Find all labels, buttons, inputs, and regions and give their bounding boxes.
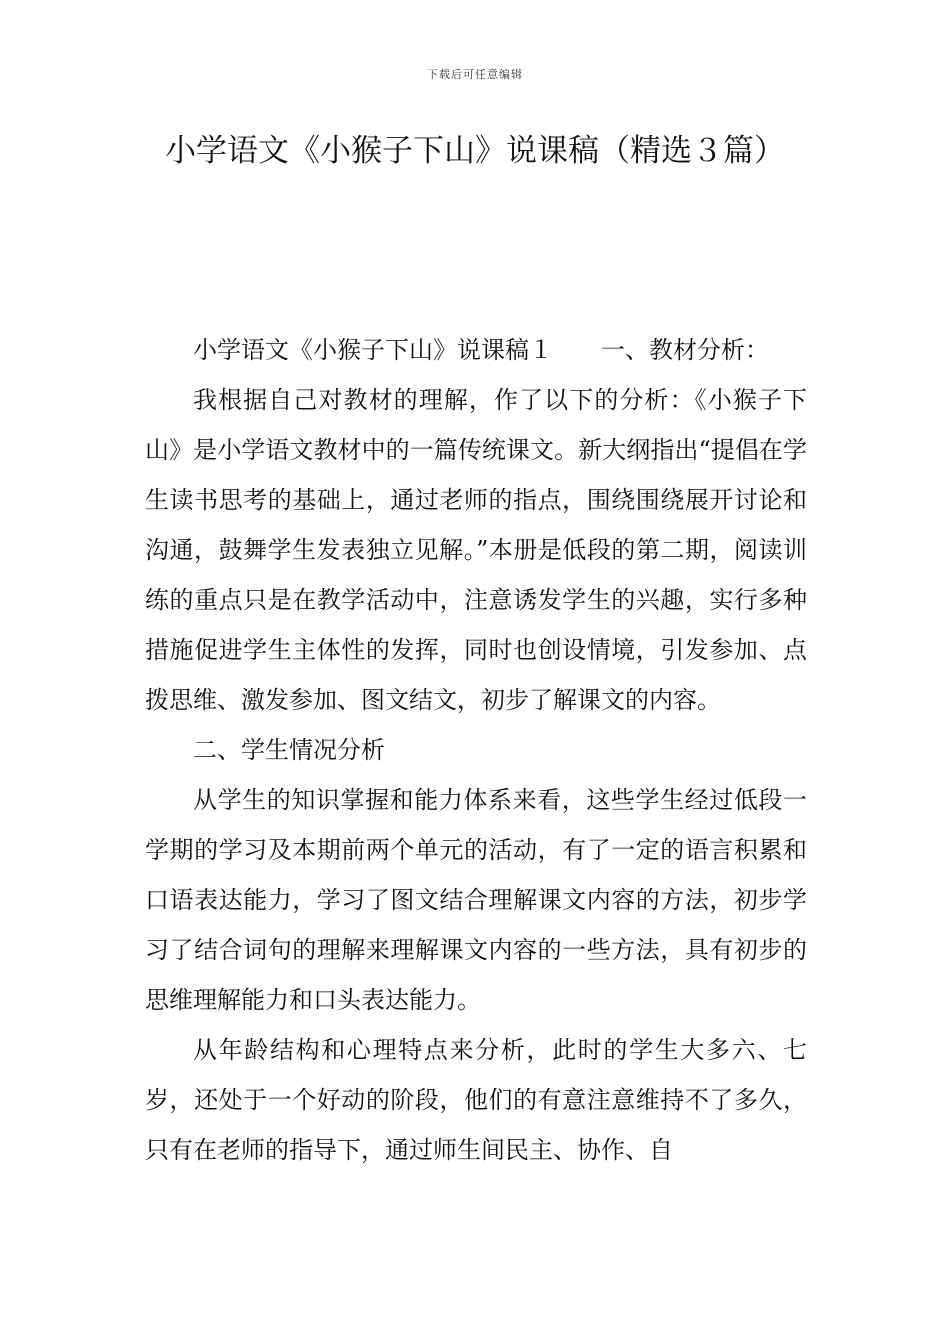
lesson-heading: 小学语文《小猴子下山》说课稿１ [193,336,553,364]
section-heading-2: 二、学生情况分析 [193,736,385,764]
paragraph-1: 我根据自己对教材的理解，作了以下的分析：《小猴子下山》是小学语文教材中的一篇传统课文。新大纲指出“提倡在学生读书思考的基础上，通过老师的指点，围绕围绕展开讨论和沟通，鼓舞学生发表独立见解。”本册是低段的第二期，阅读训练的重点只是在教学活动中，注意诱发学生的兴趣，实行多种措施促进学生主体性的发挥，同时也创设情境，引发参加、点拨思维、激发参加、图文结文，初步了解课文的内容。 [145,386,807,714]
header-note: 下载后可任意编辑 [427,68,523,81]
paragraph-2: 从学生的知识掌握和能力体系来看，这些学生经过低段一学期的学习及本期前两个单元的活动，有了一定的语言积累和口语表达能力，学习了图文结合理解课文内容的方法，初步学习了结合词句的理解来理解课文内容的一些方法，具有初步的思维理解能力和口头表达能力。 [145,786,807,1014]
document-title: 小学语文《小猴子下山》说课稿（精选３篇） [165,133,785,169]
section-heading-1: 一、教材分析： [601,336,769,364]
paragraph-3: 从年龄结构和心理特点来分析，此时的学生大多六、七岁，还处于一个好动的阶段，他们的有意注意维持不了多久，只有在老师的指导下，通过师生间民主、协作、自 [145,1036,807,1164]
document-body [145,325,807,1175]
heading-line [145,325,807,375]
